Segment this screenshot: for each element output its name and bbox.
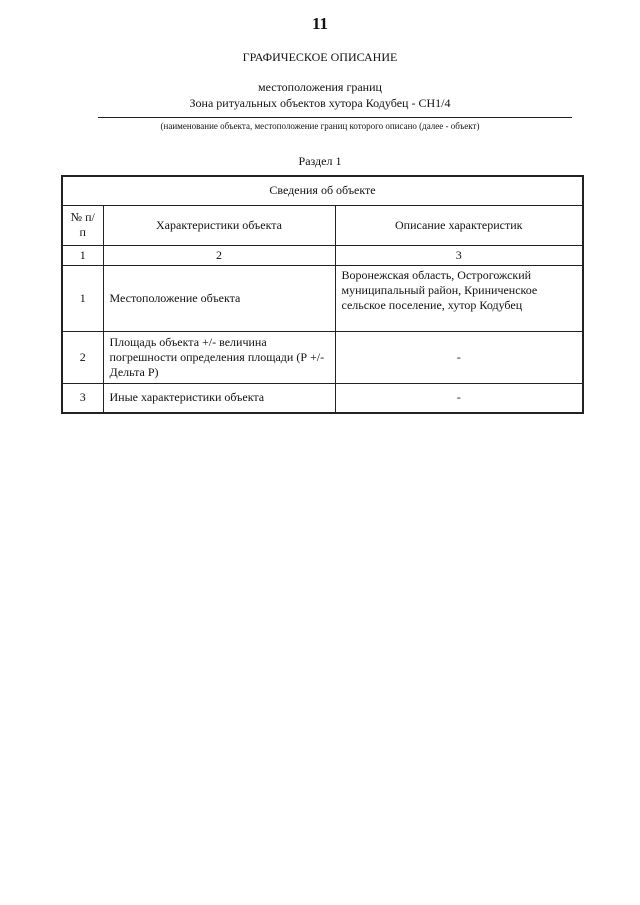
- title-caption: (наименование объекта, местоположение границ которого описано (далее - объект): [160, 121, 480, 131]
- title-underline: [98, 117, 572, 118]
- index-cell: 1: [62, 245, 103, 265]
- header-description: Описание характеристик: [335, 205, 583, 245]
- section-label: Раздел 1: [298, 154, 342, 168]
- row-characteristic: Площадь объекта +/- величина погрешности определения площади (Р +/- Дельта Р): [103, 331, 335, 383]
- document-subtitle-line2: Зона ритуальных объектов хутора Кодубец - СН1/4: [189, 96, 451, 110]
- row-number: 2: [62, 331, 103, 383]
- row-description: -: [335, 331, 583, 383]
- table-header-row: [62, 205, 583, 245]
- table-row: [62, 265, 583, 331]
- header-number: № п/п: [62, 205, 103, 245]
- row-characteristic: Местоположение объекта: [103, 265, 335, 331]
- table-row: [62, 331, 583, 383]
- row-characteristic: Иные характеристики объекта: [103, 383, 335, 413]
- object-info-table: [61, 175, 584, 414]
- page-number: 11: [311, 14, 329, 33]
- table-index-row: [62, 245, 583, 265]
- document-title: ГРАФИЧЕСКОЕ ОПИСАНИЕ: [242, 50, 398, 64]
- table-title-row: [62, 176, 583, 205]
- header-characteristics: Характеристики объекта: [103, 205, 335, 245]
- row-number: 3: [62, 383, 103, 413]
- table-row: [62, 383, 583, 413]
- row-number: 1: [62, 265, 103, 331]
- index-cell: 3: [335, 245, 583, 265]
- index-cell: 2: [103, 245, 335, 265]
- row-description: -: [335, 383, 583, 413]
- document-subtitle-line1: местоположения границ: [258, 80, 382, 94]
- table-title: Сведения об объекте: [62, 176, 583, 205]
- row-description: Воронежская область, Острогожский муниципальный район, Криниченское сельское поселение, хутор Кодубец: [335, 265, 583, 331]
